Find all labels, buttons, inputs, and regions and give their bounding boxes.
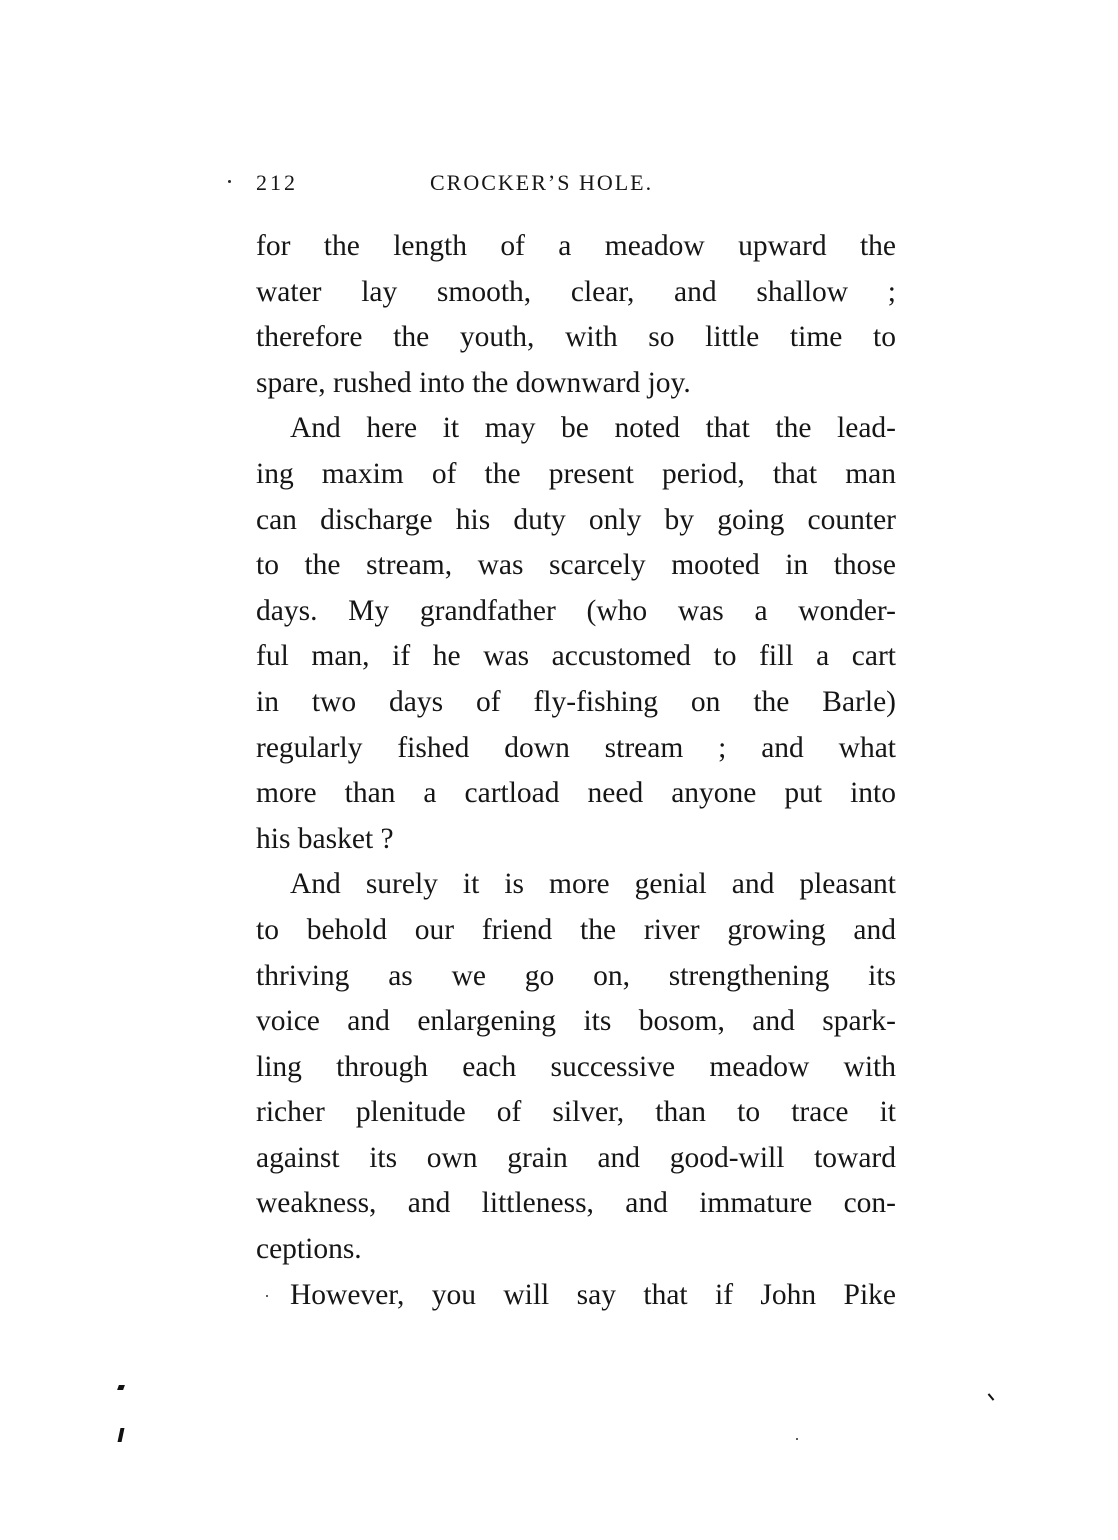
text-line: against its own grain and good-will toward: [256, 1141, 896, 1174]
scan-speck: [117, 1385, 125, 1390]
running-head: [256, 170, 896, 200]
text-line: can discharge his duty only by going counter: [256, 503, 896, 536]
text-line: his basket ?: [256, 822, 394, 855]
text-line: ful man, if he was accustomed to fill a cart: [256, 640, 896, 673]
text-line: ceptions.: [256, 1233, 362, 1266]
text-line: therefore the youth, with so little time to: [256, 321, 896, 354]
running-title: CROCKER’S HOLE.: [430, 170, 654, 195]
text-line: And here it may be noted that the lead-: [290, 412, 896, 445]
text-line: to behold our friend the river growing and: [256, 913, 896, 946]
text-line: richer plenitude of silver, than to trace it: [256, 1096, 896, 1129]
text-line: ling through each successive meadow with: [256, 1050, 896, 1083]
scan-speck: [796, 1438, 798, 1440]
body-text: [256, 224, 896, 1318]
text-line: thriving as we go on, strengthening its: [256, 959, 896, 992]
text-line: in two days of fly-fishing on the Barle): [256, 685, 896, 718]
text-line: for the length of a meadow upward the: [256, 230, 896, 262]
text-line: to the stream, was scarcely mooted in those: [256, 549, 896, 582]
scan-speck: [118, 1428, 125, 1442]
text-line: ing maxim of the present period, that man: [256, 457, 896, 490]
text-line: And surely it is more genial and pleasant: [290, 868, 896, 901]
page-number: 212: [256, 170, 298, 195]
text-line: However, you will say that if John Pike: [290, 1278, 896, 1311]
text-line: days. My grandfather (who was a wonder-: [256, 594, 896, 627]
text-line: voice and enlargening its bosom, and spark-: [256, 1005, 896, 1038]
text-line: spare, rushed into the downward joy.: [256, 366, 691, 399]
text-line: water lay smooth, clear, and shallow ;: [256, 275, 896, 308]
text-line: weakness, and littleness, and immature con-: [256, 1187, 896, 1220]
scan-speck: [988, 1393, 995, 1400]
text-line: regularly fished down stream ; and what: [256, 731, 896, 764]
text-line: more than a cartload need anyone put into: [256, 777, 896, 810]
scan-speck: [266, 1295, 268, 1297]
margin-dot: [228, 180, 231, 183]
